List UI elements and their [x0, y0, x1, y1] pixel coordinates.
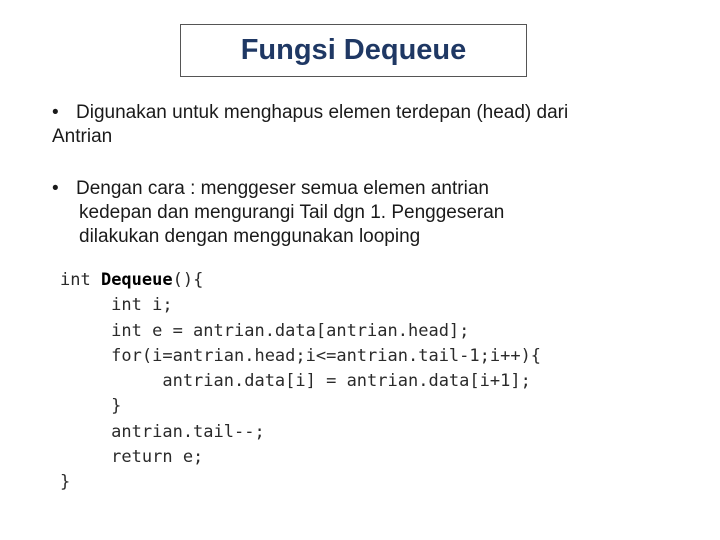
code-function-name: Dequeue — [100, 270, 173, 290]
bullet-2-line-1: Dengan cara : menggeser semua elemen antrian — [76, 178, 489, 199]
code-line: int e = antrian.data[antrian.head]; — [60, 320, 470, 341]
code-signature-rest: (){ — [172, 270, 204, 290]
bullet-item-1 — [52, 101, 692, 149]
code-signature — [60, 270, 203, 290]
bullet-1-line-2: Antrian — [52, 126, 113, 147]
bullet-2-line-3: dilakukan dengan menggunakan looping — [79, 226, 421, 247]
bullet-1-line-1: Digunakan untuk menghapus elemen terdepan (head) dari — [76, 102, 569, 123]
slide-title: Fungsi Dequeue — [240, 34, 467, 66]
code-return-type: int — [60, 270, 101, 290]
code-line: antrian.tail--; — [60, 421, 265, 442]
bullet-dot: • — [52, 102, 59, 123]
code-line: return e; — [60, 447, 204, 468]
bullet-item-2 — [52, 177, 652, 249]
code-line: } — [60, 472, 71, 493]
code-line: } — [60, 396, 122, 417]
code-line: antrian.data[i] = antrian.data[i+1]; — [60, 371, 531, 392]
code-line: for(i=antrian.head;i<=antrian.tail-1;i++){ — [60, 345, 542, 366]
code-block — [60, 268, 541, 496]
bullet-2-line-2: kedepan dan mengurangi Tail dgn 1. Penggeseran — [79, 202, 505, 223]
bullet-dot: • — [52, 178, 59, 199]
title-box — [180, 24, 527, 77]
code-line: int i; — [60, 295, 173, 316]
